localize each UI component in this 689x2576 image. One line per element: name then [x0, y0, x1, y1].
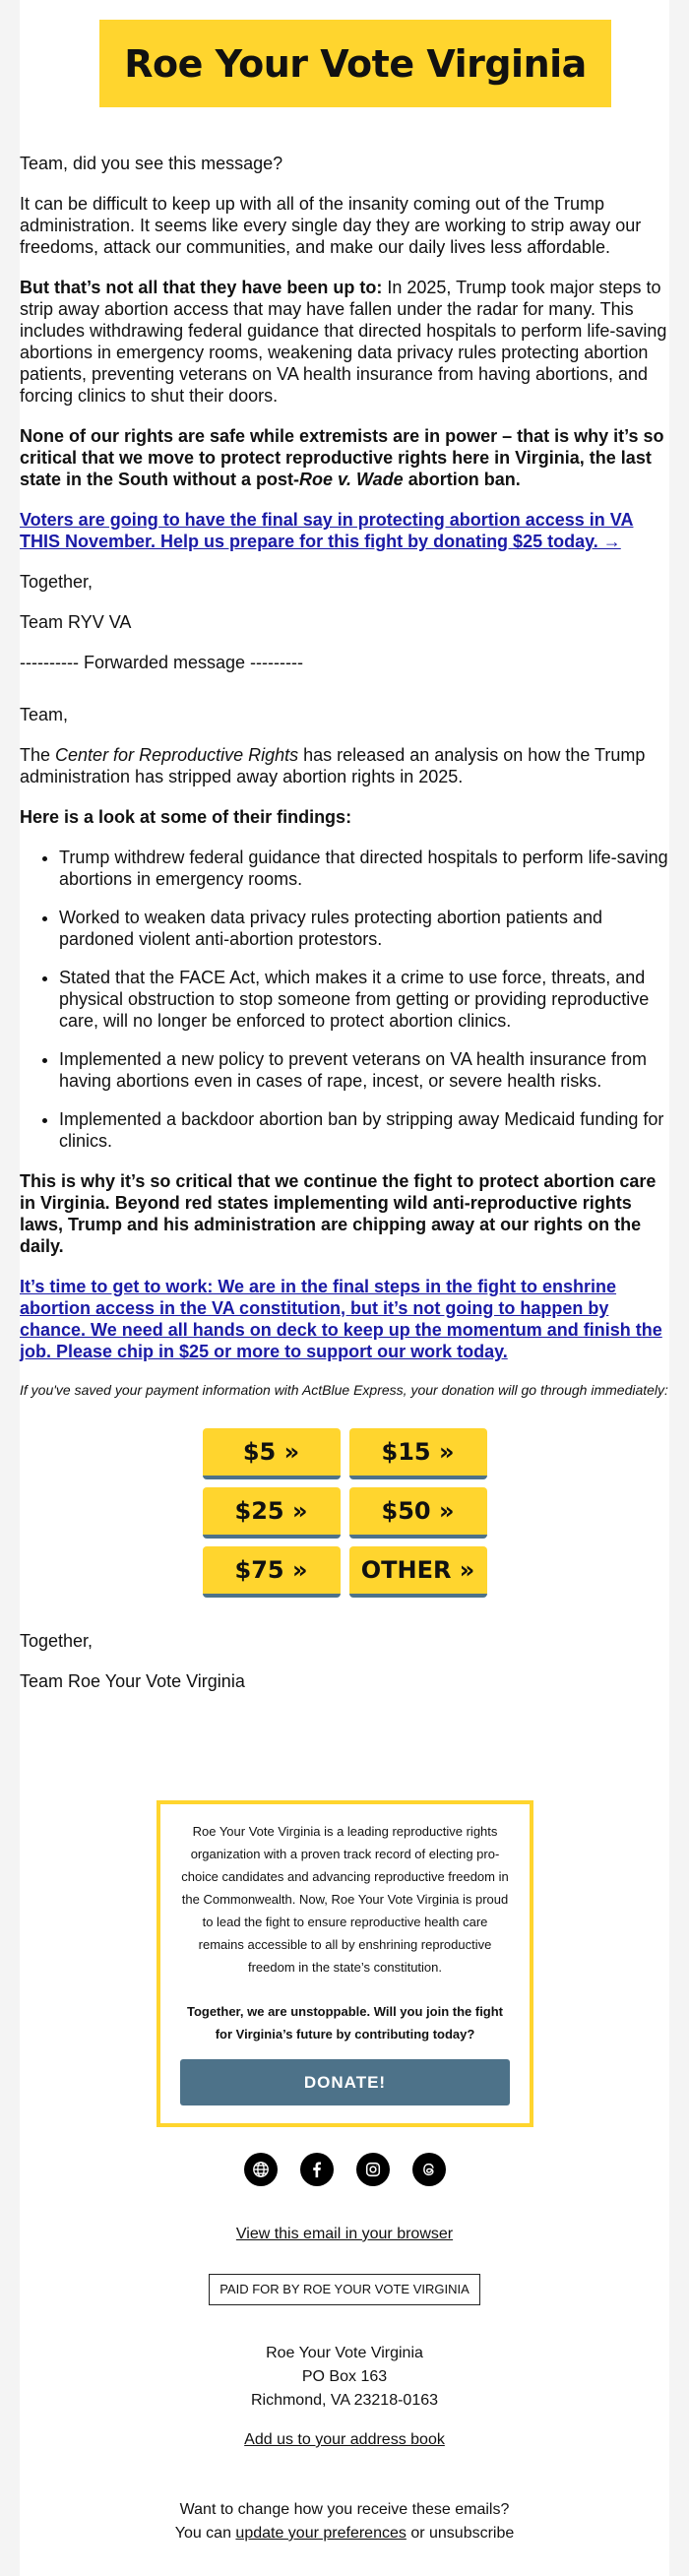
intro-link-paragraph: [20, 509, 669, 552]
about-box: [157, 1800, 533, 2127]
address-book-row: [20, 2428, 669, 2452]
donate-50-button[interactable]: $50 »: [349, 1487, 487, 1539]
donate-other-button[interactable]: OTHER »: [349, 1546, 487, 1598]
preferences-prefix: You can: [174, 2525, 236, 2542]
social-links: [20, 2153, 669, 2186]
forward-paragraph-1-italic: Center for Reproductive Rights: [55, 745, 299, 765]
email-content: [20, 153, 669, 1711]
address-po-box: PO Box 163: [301, 2368, 388, 2385]
update-preferences-link[interactable]: update your preferences: [235, 2525, 407, 2542]
intro-paragraph-2: [20, 277, 669, 407]
findings-list: [20, 847, 669, 1152]
threads-icon[interactable]: [412, 2153, 446, 2186]
intro-paragraph-3-italic: Roe v. Wade: [298, 470, 404, 489]
forward-paragraph-1: [20, 744, 669, 787]
header-title: Roe Your Vote Virginia: [124, 41, 587, 86]
donate-75-button[interactable]: $75 »: [203, 1546, 341, 1598]
actblue-express-note: If you've saved your payment information with ActBlue Express, your donation will go through immediately:: [20, 1382, 668, 1398]
forward-paragraph-2: This is why it’s so critical that we continue the fight to protect abortion care in Virginia. Beyond red states implementing wild anti-reproductive rights laws, Trump and his administration are chipping away at our rights on the daily.: [20, 1171, 657, 1256]
chip-in-link[interactable]: It’s time to get to work: We are in the final steps in the fight to enshrine abortion access in the VA constitution, but it’s not going to happen by chance. We need all hands on deck to keep up the momentum and finish the job. Please chip in $25 or more to support our work today.: [20, 1277, 662, 1361]
findings-item: • Implemented a backdoor abortion ban by stripping away Medicaid funding for clinics.: [59, 1108, 669, 1152]
instagram-icon[interactable]: [356, 2153, 390, 2186]
change-emails-question: Want to change how you receive these emails?: [179, 2501, 510, 2518]
donate-button[interactable]: DONATE!: [180, 2059, 510, 2105]
unsubscribe-text: or unsubscribe: [406, 2525, 515, 2542]
findings-item: • Implemented a new policy to prevent veterans on VA health insurance from having abortions even in cases of rape, incest, or severe health risks.: [59, 1048, 669, 1092]
paid-for-row: [20, 2274, 669, 2305]
findings-item: • Worked to weaken data privacy rules protecting abortion patients and pardoned violent anti-abortion protestors.: [59, 907, 669, 950]
about-cta: Together, we are unstoppable. Will you join the fight for Virginia’s future by contributing today?: [186, 2004, 504, 2042]
intro-paragraph-3-a: None of our rights are safe while extremists are in power – that is why it’s so critical that we move to protect reproductive rights here in Virginia, the last state in the South without a post-: [20, 426, 664, 489]
intro-paragraph-3-b: abortion ban.: [403, 470, 521, 489]
forward-link-paragraph: [20, 1276, 669, 1362]
intro-team: Team RYV VA: [20, 612, 132, 632]
preferences-line: [20, 2522, 669, 2545]
donate-25-link[interactable]: Voters are going to have the final say in protecting abortion access in VA THIS November. Help us prepare for this fight by donating $25 today. →: [20, 510, 634, 551]
paid-for-disclaimer: PAID FOR BY ROE YOUR VOTE VIRGINIA: [209, 2274, 480, 2305]
intro-signoff: Together,: [20, 572, 94, 592]
donate-5-button[interactable]: $5 »: [203, 1428, 341, 1479]
header-banner: [99, 20, 611, 107]
add-to-address-book-link[interactable]: Add us to your address book: [244, 2431, 445, 2448]
forward-signoff: Together,: [20, 1631, 94, 1651]
address-city: Richmond, VA 23218-0163: [250, 2392, 439, 2409]
forward-greeting: Team,: [20, 705, 69, 724]
intro-paragraph-2-body: In 2025, Trump took major steps to strip away abortion access that may have fallen under the radar for many. This includes withdrawing federal guidance that directed hospitals to perform life-saving abortions in emergency rooms, weakening data privacy rules protecting abortion patients, preventing veterans on VA health insurance from having abortions, and forcing clinics to shut their doors.: [20, 278, 667, 406]
intro-greeting: Team, did you see this message?: [20, 154, 283, 173]
findings-item: • Stated that the FACE Act, which makes it a crime to use force, threats, and physical obstruction to stop someone from getting or providing reproductive care, will no longer be enforced to protect abortion clinics.: [59, 967, 669, 1032]
donation-amounts: [20, 1428, 669, 1598]
globe-icon[interactable]: [244, 2153, 278, 2186]
forwarded-divider: ---------- Forwarded message ---------: [20, 653, 303, 672]
findings-item: • Trump withdrew federal guidance that directed hospitals to perform life-saving abortions in emergency rooms.: [59, 847, 669, 890]
preferences-block: [20, 2498, 669, 2545]
intro-paragraph-3: [20, 425, 669, 490]
about-text: Roe Your Vote Virginia is a leading reproductive rights organization with a proven track record of electing pro-choice candidates and advancing reproductive freedom in the Commonwealth. Now, Roe Your Vote Virginia is proud to lead the fight to ensure reproductive health care remains accessible to all by enshrining reproductive freedom in the state’s constitution.: [181, 1824, 509, 1975]
view-browser-row: [20, 2223, 669, 2246]
facebook-icon[interactable]: [300, 2153, 334, 2186]
mailing-address: [20, 2342, 669, 2413]
donate-15-button[interactable]: $15 »: [349, 1428, 487, 1479]
view-in-browser-link[interactable]: View this email in your browser: [235, 2226, 454, 2242]
email-body: [20, 0, 669, 2576]
forward-team: Team Roe Your Vote Virginia: [20, 1671, 245, 1691]
intro-paragraph-1: It can be difficult to keep up with all of the insanity coming out of the Trump administration. It seems like every single day they are working to strip away our freedoms, attack our communities, and make our daily lives less affordable.: [20, 194, 642, 257]
forward-paragraph-1-a: The: [20, 745, 56, 765]
address-org: Roe Your Vote Virginia: [266, 2345, 423, 2361]
intro-paragraph-2-lead: But that’s not all that they have been up to:: [20, 278, 383, 297]
findings-heading: Here is a look at some of their findings:: [20, 807, 352, 827]
forward-paragraph-1-b: has released an analysis on how the Trump administration has stripped away abortion rights in 2025.: [20, 745, 646, 786]
donate-25-button[interactable]: $25 »: [203, 1487, 341, 1539]
